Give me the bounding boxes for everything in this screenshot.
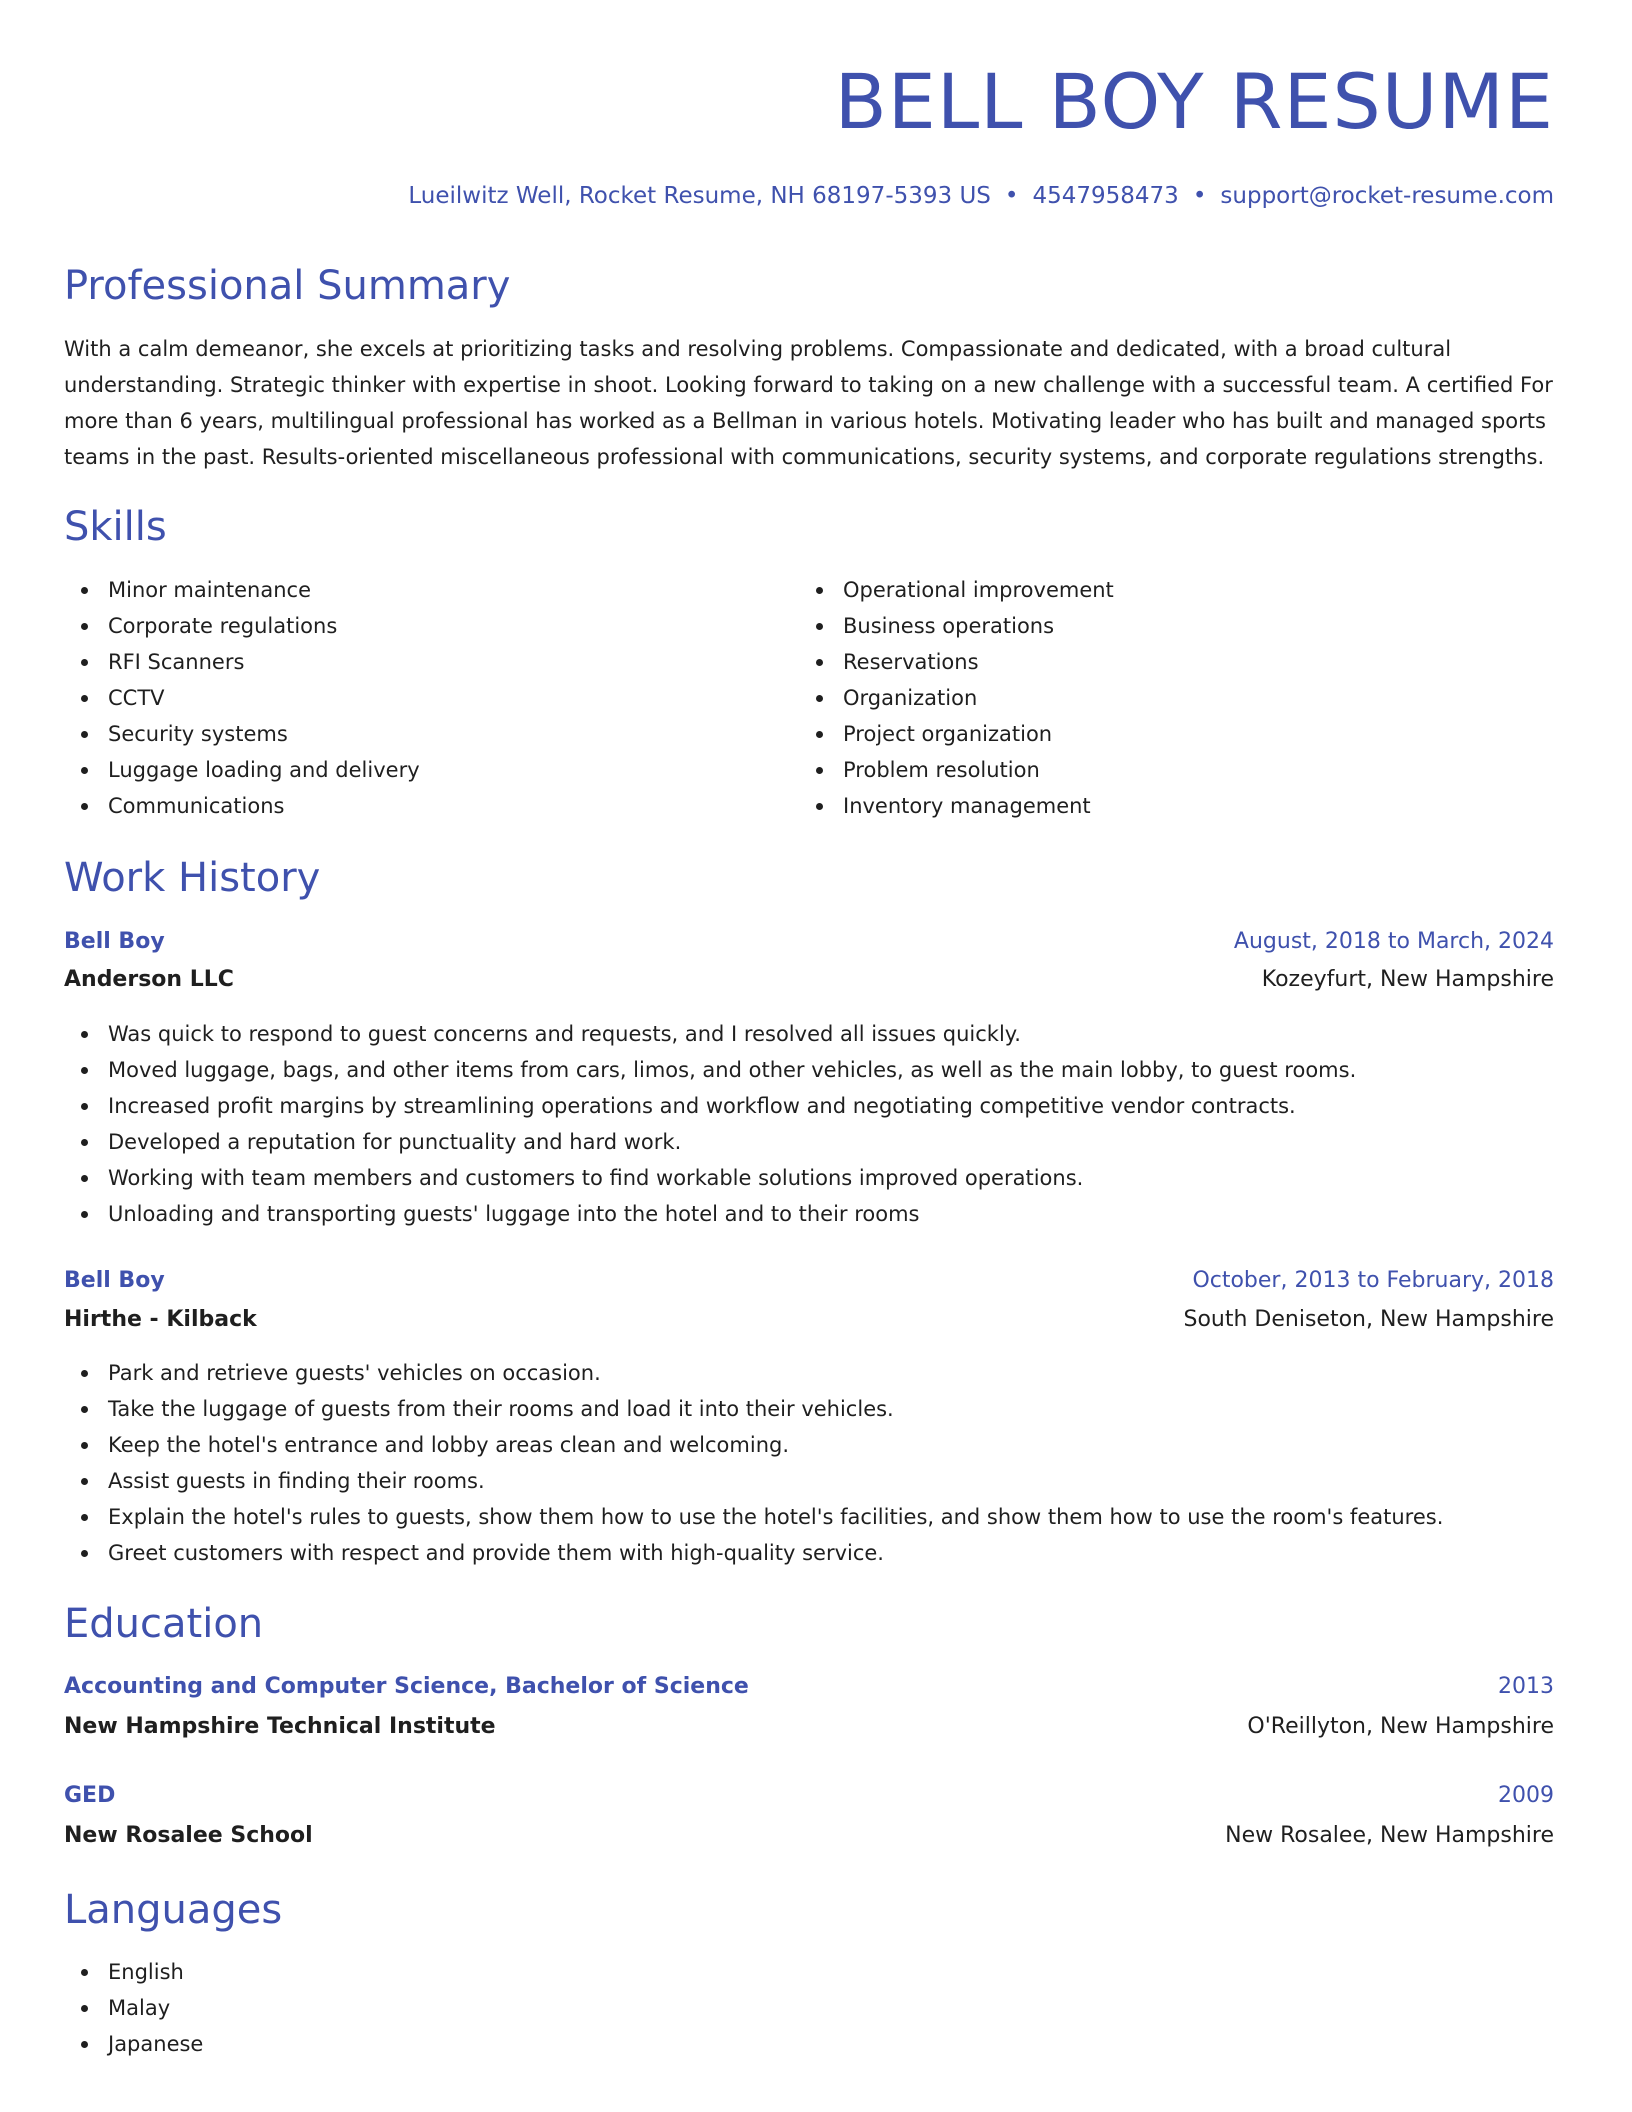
summary-text: With a calm demeanor, she excels at prioritizing tasks and resolving problems. Compassionate and dedicated, with a broad cultural understanding. Strategic thinker with expertise in shoot. Looking forward to taking on a new challenge with a successful team. A certified For more than 6 years, multilingual professional has worked as a Bellman in various hotels. Motivating leader who has built and managed sports teams in the past. Results-oriented miscellaneous professional with communications, security systems, and corporate regulations strengths. [64, 337, 1553, 469]
job-dates: August, 2018 to March, 2024 [1233, 929, 1554, 954]
skills-list-left [64, 572, 420, 824]
education-location: O'Reillyton, New Hampshire [1247, 1714, 1554, 1739]
contact-separator: • [1192, 183, 1207, 209]
education-degree: Accounting and Computer Science, Bachelor of Science [64, 1674, 749, 1699]
skills-list-right [799, 572, 1114, 824]
languages-title: Languages [64, 1887, 283, 1933]
skill-item: Problem resolution [799, 752, 1114, 788]
job-duty: Greet customers with respect and provide them with high-quality service. [64, 1535, 1443, 1571]
job-duties-list [64, 1016, 1356, 1232]
job-role: Bell Boy [64, 1268, 165, 1293]
job-company: Anderson LLC [64, 967, 234, 992]
job-duty: Keep the hotel's entrance and lobby areas clean and welcoming. [64, 1427, 1443, 1463]
job-location: South Deniseton, New Hampshire [1183, 1307, 1554, 1332]
job-employer-row [64, 1303, 1554, 1337]
skill-item: Security systems [64, 716, 420, 752]
skill-item: Reservations [799, 644, 1114, 680]
skill-item: CCTV [64, 680, 420, 716]
job-company: Hirthe - Kilback [64, 1307, 257, 1332]
work-history-title: Work History [64, 855, 321, 901]
job-duty: Was quick to respond to guest concerns and requests, and I resolved all issues quickly. [64, 1016, 1356, 1052]
skill-item: Project organization [799, 716, 1114, 752]
education-location: New Rosalee, New Hampshire [1225, 1823, 1554, 1848]
resume-name: BELL BOY RESUME [834, 57, 1554, 146]
contact-email[interactable]: support@rocket-resume.com [1220, 183, 1554, 209]
education-year: 2013 [1498, 1674, 1554, 1699]
education-header [64, 1670, 1554, 1704]
job-duty: Unloading and transporting guests' luggage into the hotel and to their rooms [64, 1196, 1356, 1232]
job-duty: Assist guests in finding their rooms. [64, 1463, 1443, 1499]
language-item: Japanese [64, 2026, 203, 2062]
job-duties-list [64, 1355, 1443, 1571]
contact-line [408, 180, 1554, 212]
education-school-row [64, 1819, 1554, 1853]
contact-phone: 4547958473 [1032, 183, 1179, 209]
education-school-row [64, 1710, 1554, 1744]
summary-title: Professional Summary [64, 263, 511, 309]
language-item: Malay [64, 1990, 203, 2026]
job-duty: Take the luggage of guests from their rooms and load it into their vehicles. [64, 1391, 1443, 1427]
skill-item: Corporate regulations [64, 608, 420, 644]
skill-item: Operational improvement [799, 572, 1114, 608]
education-year: 2009 [1498, 1783, 1554, 1808]
job-employer-row [64, 963, 1554, 997]
contact-address: Lueilwitz Well, Rocket Resume, NH 68197-5393 US [408, 183, 991, 209]
skill-item: Minor maintenance [64, 572, 420, 608]
job-duty: Working with team members and customers to find workable solutions improved operations. [64, 1160, 1356, 1196]
skill-item: Inventory management [799, 788, 1114, 824]
skill-item: Organization [799, 680, 1114, 716]
job-duty: Developed a reputation for punctuality and hard work. [64, 1124, 1356, 1160]
skills-title: Skills [64, 504, 167, 550]
job-header [64, 1264, 1554, 1298]
education-school: New Rosalee School [64, 1823, 313, 1848]
job-duty: Moved luggage, bags, and other items from cars, limos, and other vehicles, as well as the main lobby, to guest rooms. [64, 1052, 1356, 1088]
skill-item: Luggage loading and delivery [64, 752, 420, 788]
skill-item: Business operations [799, 608, 1114, 644]
education-school: New Hampshire Technical Institute [64, 1714, 496, 1739]
job-dates: October, 2013 to February, 2018 [1192, 1268, 1554, 1293]
job-duty: Park and retrieve guests' vehicles on occasion. [64, 1355, 1443, 1391]
job-duty: Explain the hotel's rules to guests, show them how to use the hotel's facilities, and show them how to use the room's features. [64, 1499, 1443, 1535]
language-item: English [64, 1954, 203, 1990]
education-title: Education [64, 1601, 264, 1647]
job-header [64, 925, 1554, 959]
job-role: Bell Boy [64, 929, 165, 954]
education-header [64, 1779, 1554, 1813]
education-degree: GED [64, 1783, 116, 1808]
job-duty: Increased profit margins by streamlining operations and workflow and negotiating competitive vendor contracts. [64, 1088, 1356, 1124]
skill-item: Communications [64, 788, 420, 824]
skill-item: RFI Scanners [64, 644, 420, 680]
contact-separator: • [1004, 183, 1019, 209]
languages-list [64, 1954, 203, 2062]
job-location: Kozeyfurt, New Hampshire [1261, 967, 1554, 992]
